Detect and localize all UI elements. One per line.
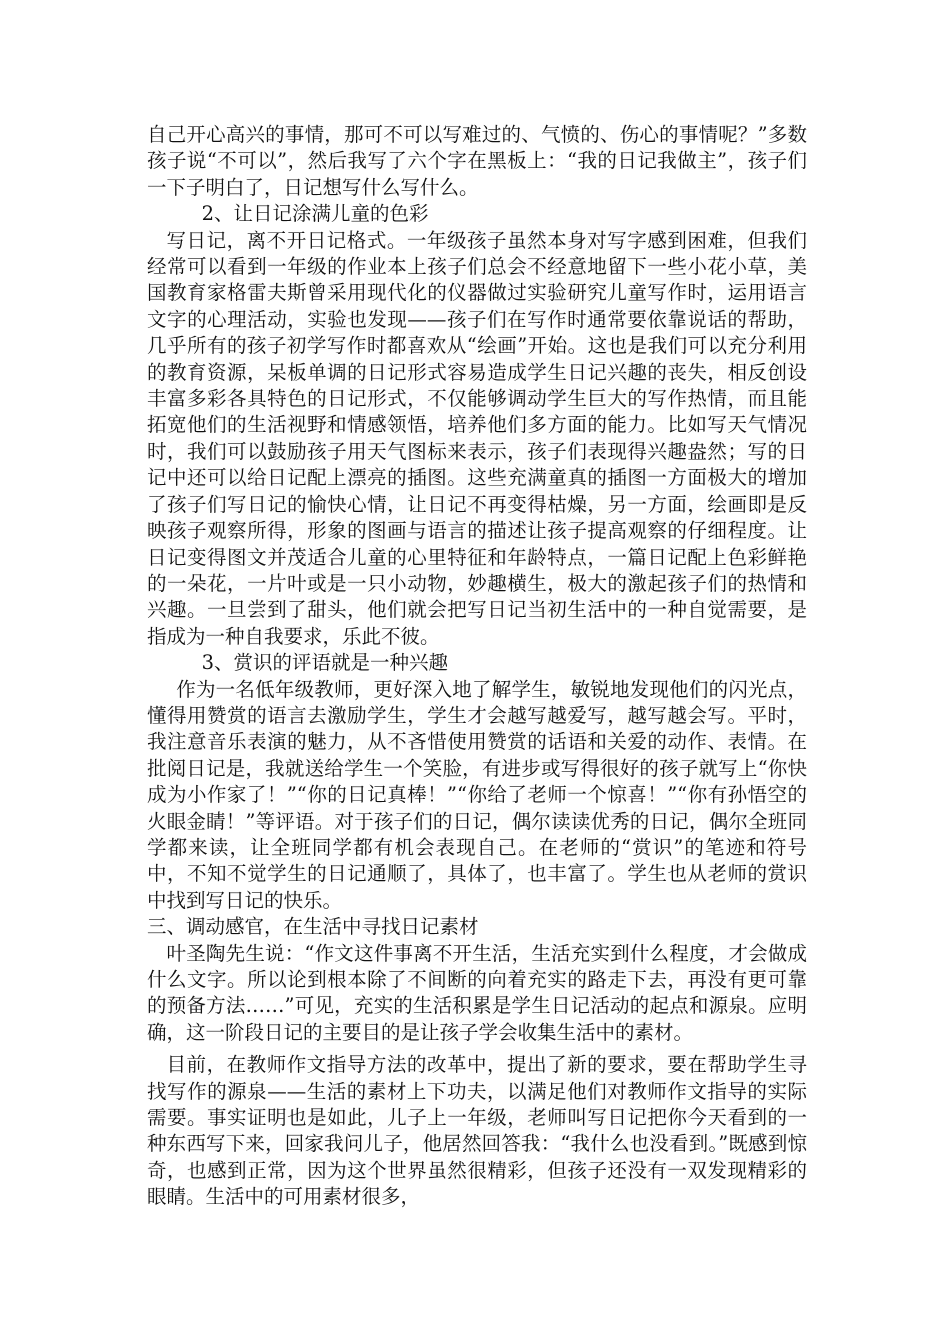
paragraph-ye-shengtao: 叶圣陶先生说：“作文这件事离不开生活，生活充实到什么程度，才会做成什么文字。所以论到根本除了不间断的向着充实的路走下去，再没有更可靠的预备方法……”可见，充实的生活积累是学生日记活动的起点和源泉。应明确，这一阶段日记的主要目的是让孩子学会收集生活中的素材。 xyxy=(147,941,807,1044)
subheading-2: 2、让日记涂满儿童的色彩 xyxy=(201,202,429,226)
section-heading-3: 三、调动感官，在生活中寻找日记素材 xyxy=(147,915,479,939)
document-body xyxy=(147,122,807,1211)
subheading-3: 3、赏识的评语就是一种兴趣 xyxy=(201,651,449,675)
paragraph-current-reform: 目前，在教师作文指导方法的改革中，提出了新的要求，要在帮助学生寻找写作的源泉——生活的素材上下功夫，以满足他们对教师作文指导的实际需要。事实证明也是如此，儿子上一年级，老师叫写日记把你今天看到的一种东西写下来，回家我问儿子，他居然回答我：“我什么也没看到。”既感到惊奇，也感到正常，因为这个世界虽然很精彩，但孩子还没有一双发现精彩的眼睛。生活中的可用素材很多， xyxy=(147,1053,807,1209)
paragraph-continued: 自己开心高兴的事情，那可不可以写难过的、气愤的、伤心的事情呢？”多数孩子说“不可以”，然后我写了六个字在黑板上：“我的日记我做主”，孩子们一下子明白了，日记想写什么写什么。 xyxy=(147,123,807,199)
paragraph-appreciation: 作为一名低年级教师，更好深入地了解学生，敏锐地发现他们的闪光点，懂得用赞赏的语言去激励学生，学生才会越写越爱写，越写越会写。平时，我注意音乐表演的魅力，从不吝惜使用赞赏的话语和关爱的动作、表情。在批阅日记是，我就送给学生一个笑脸，有进步或写得很好的孩子就写上“你快成为小作家了！”“你的日记真棒！”“你给了老师一个惊喜！”“你有孙悟空的火眼金睛！”等评语。对于孩子们的日记，偶尔读读优秀的日记，偶尔全班同学都来读，让全班同学都有机会表现自己。在老师的“赏识”的笔迹和符号中，不知不觉学生的日记通顺了，具体了，也丰富了。学生也从老师的赏识中找到写日记的快乐。 xyxy=(147,677,807,912)
paragraph-diary-colors: 写日记，离不开日记格式。一年级孩子虽然本身对写字感到困难，但我们经常可以看到一年级的作业本上孩子们总会不经意地留下一些小花小草，美国教育家格雷夫斯曾采用现代化的仪器做过实验研究儿童写作时，运用语言文字的心理活动，实验也发现——孩子们在写作时通常要依靠说话的帮助，几乎所有的孩子初学写作时都喜欢从“绘画”开始。这也是我们可以充分利用的教育资源，呆板单调的日记形式容易造成学生日记兴趣的丧失，相反创设丰富多彩各具特色的日记形式，不仅能够调动学生巨大的写作热情，而且能拓宽他们的生活视野和情感领悟，培养他们多方面的能力。比如写天气情况时，我们可以鼓励孩子用天气图标来表示，孩子们表现得兴趣盎然；写的日记中还可以给日记配上漂亮的插图。这些充满童真的插图一方面极大的增加了孩子们写日记的愉快心情，让日记不再变得枯燥，另一方面，绘画即是反映孩子观察所得，形象的图画与语言的描述让孩子提高观察的仔细程度。让日记变得图文并茂适合儿童的心里特征和年龄特点，一篇日记配上色彩鲜艳的一朵花，一片叶或是一只小动物，妙趣横生，极大的激起孩子们的热情和兴趣。一旦尝到了甜头，他们就会把写日记当初生活中的一种自觉需要，是指成为一种自我要求，乐此不彼。 xyxy=(147,228,807,648)
